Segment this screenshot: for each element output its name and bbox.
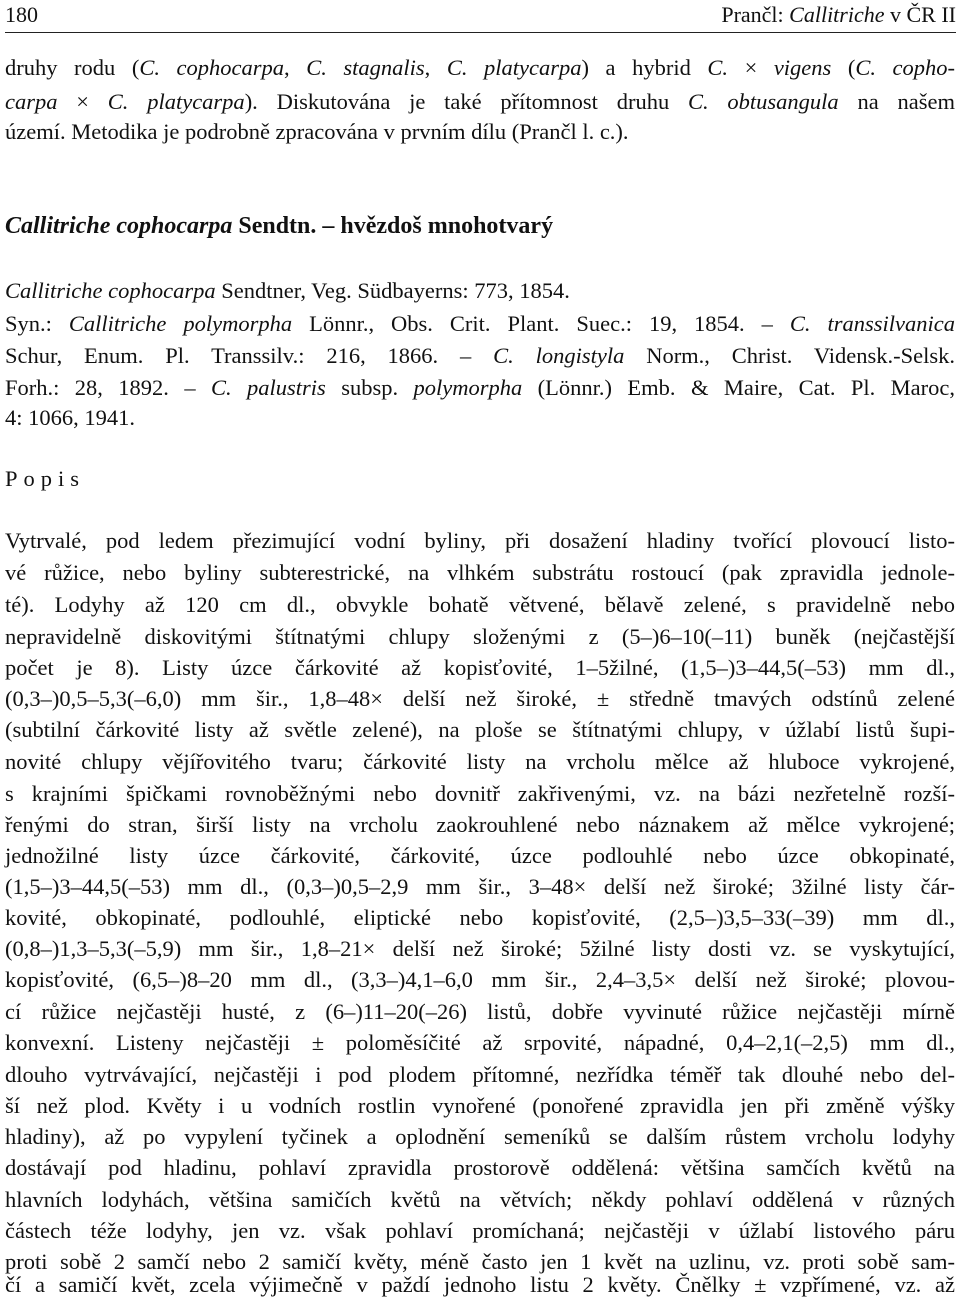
description-line: (0,8–)1,3–5,3(–5,9) mm šir., 1,8–21× delší než široké; 5žilné listy dosti vz. se vyskytující, xyxy=(5,936,955,961)
description-line: té). Lodyhy až 120 cm dl., obvykle bohatě větvené, bělavě zelené, s pravidelně nebo xyxy=(5,592,955,617)
page-number: 180 xyxy=(5,2,38,27)
intro-line-1: druhy rodu (C. cophocarpa, C. stagnalis, C. platycarpa) a hybrid C. × vigens (C. copho- xyxy=(5,55,956,80)
nomenclature-line-2: Syn.: Callitriche polymorpha Lönnr., Obs. Crit. Plant. Suec.: 19, 1854. – C. transsilvanica xyxy=(5,311,955,336)
intro-line-3: území. Metodika je podrobně zpracována v prvním dílu (Prančl l. c.). xyxy=(5,119,629,144)
species-czech-name: – hvězdoš mnohotvarý xyxy=(316,213,554,239)
section-title: Popis xyxy=(5,466,86,491)
description-line: dostávají pod hladinu, pohlaví zpravidla prostorově oddělená: většina samčích květů na xyxy=(5,1155,955,1180)
species-author: Sendtn. xyxy=(232,213,317,239)
description-line: počet je 8). Listy úzce čárkovité až kopisťovité, 1–5žilné, (1,5–)3–44,5(–53) mm dl., xyxy=(5,655,955,680)
description-line: cí růžice nejčastěji husté, z (6–)11–20(–26) listů, dobře vyvinuté růžice nejčastěji mírně xyxy=(5,999,955,1024)
description-line: čí a samičí květ, zcela výjimečně v paždí jednoho listu 2 květy. Čnělky ± vzpřímené, vz. až xyxy=(5,1272,955,1297)
running-title-author: Prančl: xyxy=(721,2,790,27)
description-line: Vytrvalé, pod ledem přezimující vodní byliny, při dosažení hladiny tvořící plovoucí listo- xyxy=(5,528,955,553)
description-line: proti sobě 2 samčí nebo 2 samičí květy, méně často jen 1 květ na uzlinu, vz. proti sobě sam- xyxy=(5,1249,955,1274)
nomenclature-line-3: Schur, Enum. Pl. Transsilv.: 216, 1866. – C. longistyla Norm., Christ. Vidensk.-Selsk. xyxy=(5,343,955,368)
description-line: (1,5–)3–44,5(–53) mm dl., (0,3–)0,5–2,9 mm šir., 3–48× delší než široké; 3žilné listy čár- xyxy=(5,874,955,899)
nomenclature-line-4: Forh.: 28, 1892. – C. palustris subsp. polymorpha (Lönnr.) Emb. & Maire, Cat. Pl. Maroc, xyxy=(5,375,956,400)
description-line: (0,3–)0,5–5,3(–6,0) mm šir., 1,8–48× delší než široké, ± středně tmavých odstínů zelené xyxy=(5,686,955,711)
description-line: hlavních lodyhách, většina samičích květů na větvích; někdy pohlaví oddělená v různých xyxy=(5,1187,955,1212)
nomenclature-line-5: 4: 1066, 1941. xyxy=(5,405,136,430)
running-title-rest: v ČR II xyxy=(884,2,956,27)
running-title-genus: Callitriche xyxy=(789,2,885,27)
description-line: vé růžice, nebo byliny subterestrické, na vlhkém substrátu rostoucí (pak zpravidla jednole- xyxy=(5,560,955,585)
description-line: hladiny), až po vypylení tyčinek a oplodnění semeníků se dalším růstem vrcholu lodyhy xyxy=(5,1124,955,1149)
species-scientific-name: Callitriche cophocarpa xyxy=(5,213,233,239)
description-line: dlouho vytrvávající, nejčastěji i pod plodem přítomné, nezřídka téměř tak dlouhé nebo del- xyxy=(5,1062,955,1087)
species-heading xyxy=(5,209,955,243)
description-line: nepravidelně diskovitými štítnatými chlupy složenými z (5–)6–10(–11) buněk (nejčastější xyxy=(5,624,955,649)
description-line: konvexní. Listeny nejčastěji ± poloměsíčité až srpovité, nápadné, 0,4–2,1(–2,5) mm dl., xyxy=(5,1030,955,1055)
description-line: novité chlupy vějířovitého tvaru; čárkovité listy na vrcholu mělce až hluboce vykrojené, xyxy=(5,749,955,774)
intro-line-2: carpa × C. platycarpa). Diskutována je také přítomnost druhu C. obtusangula na našem xyxy=(5,89,955,114)
description-line: (subtilní čárkovité listy až světle zelené), na ploše se štítnatými chlupy, v úžlabí listů šupi- xyxy=(5,717,955,742)
description-line: částech téže lodyhy, jen vz. však pohlaví promíchaná; nejčastěji v úžlabí listového páru xyxy=(5,1218,955,1243)
running-header xyxy=(5,1,956,33)
description-line: s krajními špičkami rovnoběžnými nebo dovnitř zakřivenými, vz. na bázi nezřetelně rozší- xyxy=(5,781,955,806)
description-line: ší než plod. Květy i u vodních rostlin vynořené (ponořené zpravidla jen při změně výšky xyxy=(5,1093,955,1118)
nomenclature-line-1: Callitriche cophocarpa Sendtner, Veg. Südbayerns: 773, 1854. xyxy=(5,278,570,303)
description-line: jednožilné listy úzce čárkovité, čárkovité, úzce podlouhlé nebo úzce obkopinaté, xyxy=(5,843,955,868)
description-line: řenými do stran, širší listy na vrcholu zaokrouhlené nebo náznakem až mělce vykrojené; xyxy=(5,812,955,837)
description-line: kovité, obkopinaté, podlouhlé, eliptické nebo kopisťovité, (2,5–)3,5–33(–39) mm dl., xyxy=(5,905,955,930)
running-title xyxy=(721,2,956,28)
description-line: kopisťovité, (6,5–)8–20 mm dl., (3,3–)4,1–6,0 mm šir., 2,4–3,5× delší než široké; plovou- xyxy=(5,967,955,992)
